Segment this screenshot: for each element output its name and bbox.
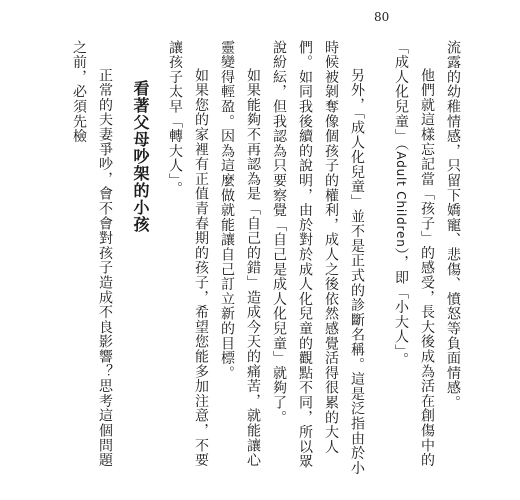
paragraph-2 <box>388 40 440 480</box>
paragraph-2-text-b: ），即「小大人」。 <box>393 247 409 367</box>
paragraph-gap <box>370 40 388 480</box>
paragraph-1: 流露的幼稚情感，只留下嬌寵、悲傷、憤怒等負面情感。 <box>445 40 461 410</box>
paragraph-6: 正常的夫妻爭吵，會不會對孩子造成不良影響？思考這個問題之前，必須先檢 <box>71 40 113 468</box>
paragraph-2-text-a: 他們就這樣忘記當「孩子」的感受，長大後成為活在創傷中的「成人化兒童」（ <box>393 40 435 468</box>
paragraph-4: 如果能夠不再認為是「自己的錯」造成今天的痛苦，就能讓心靈變得輕盈。因為這麼做就能讓自己訂立新的目標。 <box>219 40 261 468</box>
paragraph-5: 如果您的家裡有正值青春期的孩子，希望您能多加注意，不要讓孩子太早「轉大人」。 <box>167 40 209 468</box>
paragraph-2-latin-term: Adult Children <box>394 151 408 248</box>
section-heading: 看著父母吵架的小孩 <box>131 80 150 233</box>
body-text <box>66 40 466 480</box>
page-number: 80 <box>374 10 390 24</box>
paragraph-3: 另外，「成人化兒童」並不是正式的診斷名稱。這是泛指由於小時候被剝奪像個孩子的權利，成人之後依然感覺活得很累的大人們。如同我後續的說明，由於對於成人化兒童的觀點不同，所以眾說紛紜，但我認為只要察覺「自己是成人化兒童」就夠了。 <box>271 40 365 476</box>
